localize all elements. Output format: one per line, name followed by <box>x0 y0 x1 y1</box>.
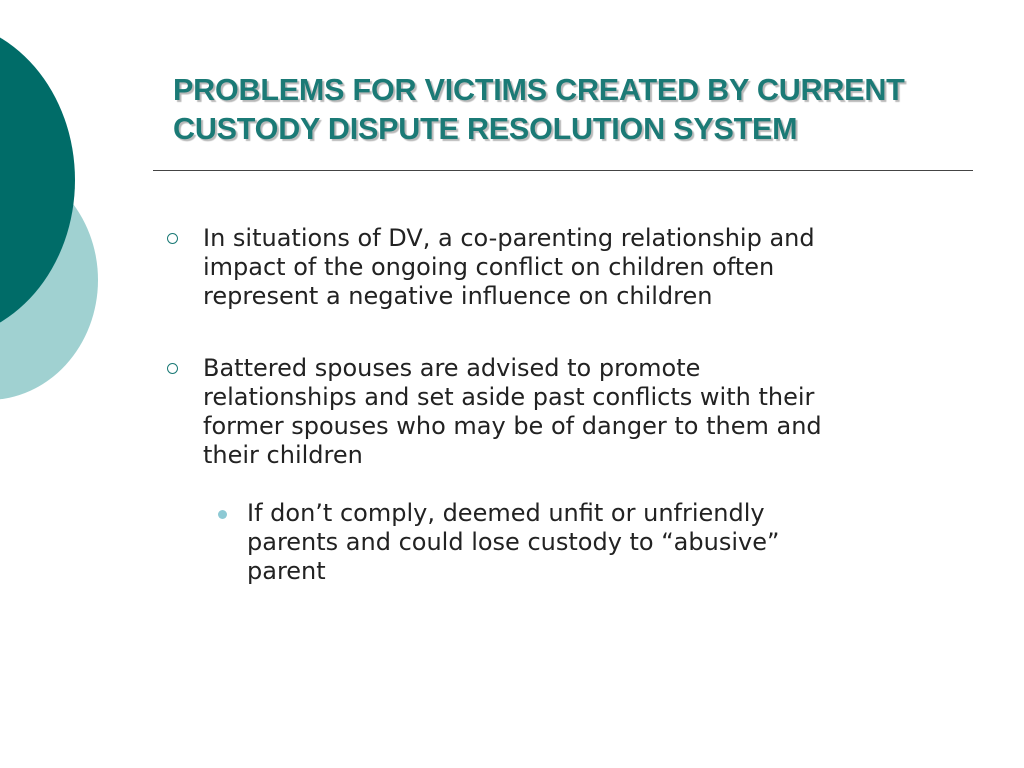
filled-dot-icon <box>218 510 227 519</box>
slide-title-line: PROBLEMS FOR VICTIMS CREATED BY CURRENT <box>173 73 905 107</box>
bullet-text-line: In situations of DV, a co-parenting relationship and <box>203 224 815 252</box>
sub-bullet-text-line: If don’t comply, deemed unfit or unfriendly <box>247 499 765 527</box>
sub-bullet-text-line: parent <box>247 557 326 585</box>
bullet-text-line: relationships and set aside past conflicts with their <box>203 383 815 411</box>
slide-body <box>160 224 1000 586</box>
slide-title-line: CUSTODY DISPUTE RESOLUTION SYSTEM <box>173 112 798 146</box>
bullet-item <box>160 354 1000 470</box>
slide-title <box>173 71 1013 149</box>
bullet-text-line: represent a negative influence on children <box>203 282 713 310</box>
hollow-circle-icon <box>167 363 178 374</box>
bullet-text-line: impact of the ongoing conflict on children often <box>203 253 775 281</box>
sub-bullet-text-line: parents and could lose custody to “abusive” <box>247 528 780 556</box>
hollow-circle-icon <box>167 233 178 244</box>
bullet-text-line: Battered spouses are advised to promote <box>203 354 701 382</box>
bullet-text-line: former spouses who may be of danger to them and <box>203 412 822 440</box>
sub-bullet-item <box>160 499 1000 586</box>
bullet-item <box>160 224 1000 311</box>
title-divider <box>153 170 973 171</box>
bullet-text-line: their children <box>203 441 363 469</box>
